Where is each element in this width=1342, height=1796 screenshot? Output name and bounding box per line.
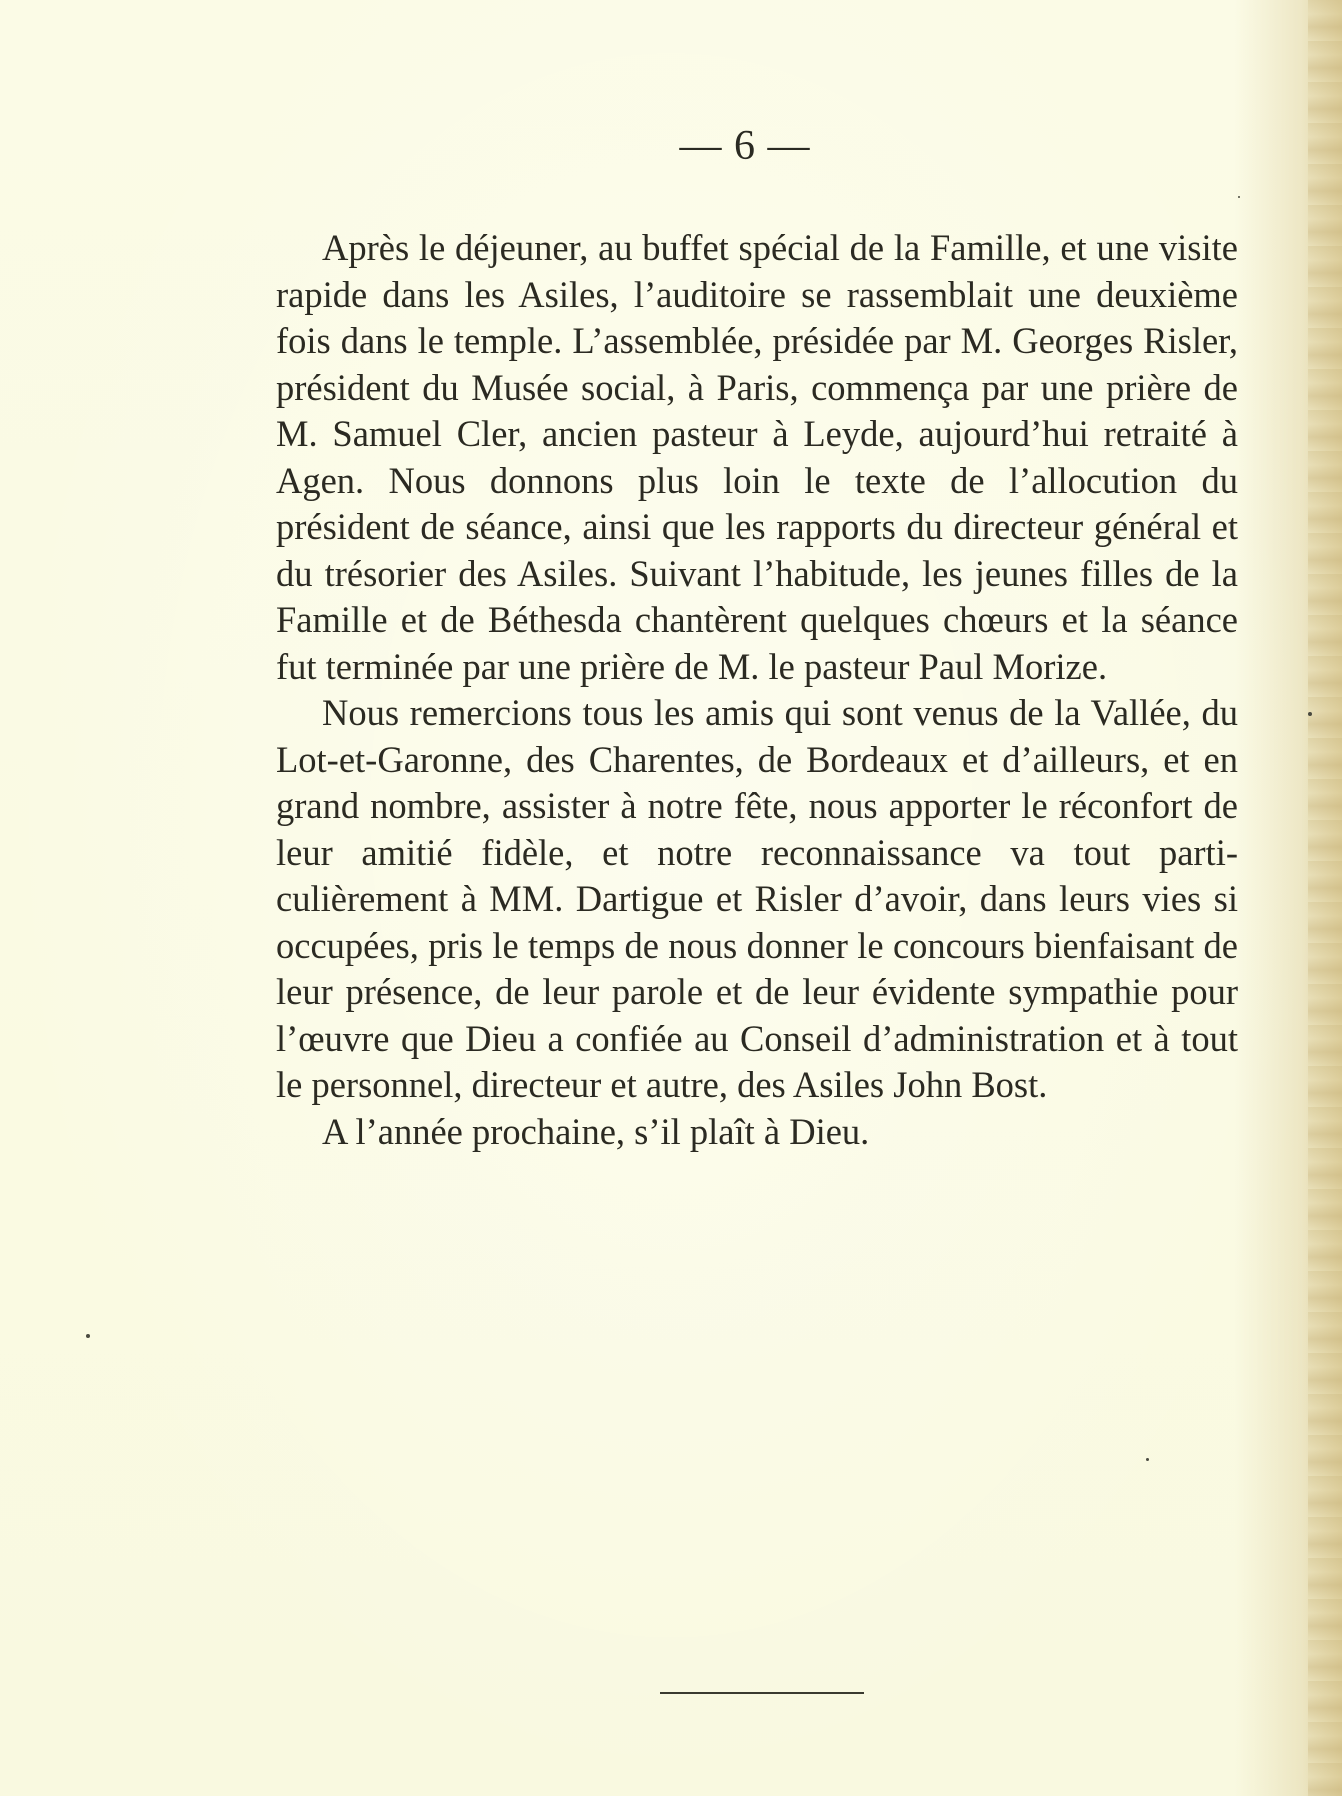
paper-speck — [1308, 712, 1312, 716]
paper-speck — [86, 1334, 90, 1338]
paragraph-closing: A l’année prochaine, s’il plaît à Dieu. — [322, 1110, 870, 1152]
paper-speck — [1238, 196, 1240, 198]
page-number: — 6 — — [679, 123, 811, 169]
paragraph-thanks: Nous remercions tous les amis qui sont venus de la Vallée, du Lot-et-Garonne, des Charentes, de Bordeaux et d’ailleurs, et en grand nombre, assister à notre fête, nous apporter le réconfort de leur amitié fidèle, et notre reconnaissance va tout particulièrement à MM. Dartigue et Risler d’avoir, dans leurs vies si occupées, pris le temps de nous donner le concours bienfaisant de leur présence, de leur parole et de leur évidente sympathie pour l’œuvre que Dieu a confiée au Conseil d’administration et à tout le personnel, directeur et autre, des Asiles John Bost. — [276, 692, 1238, 1105]
body-text — [276, 225, 1238, 1155]
paragraph-afternoon-assembly: Après le déjeuner, au buffet spécial de la Famille, et une visite rapide dans les Asiles, l’auditoire se rassemblait une deuxième fois dans le temple. L’assemblée, présidée par M. Georges Risler, président du Musée social, à Paris, commença par une prière de M. Samuel Cler, ancien pasteur à Leyde, aujourd’hui retraité à Agen. Nous donnons plus loin le texte de l’allocution du président de séance, ainsi que les rapports du directeur général et du trésorier des Asiles. Suivant l’habitude, les jeunes filles de la Famille et de Béthesda chantèrent quelques chœurs et la séance fut terminée par une prière de M. le pasteur Paul Morize. — [276, 227, 1238, 687]
paper-speck — [1146, 1458, 1149, 1461]
page-edge-stain — [1308, 0, 1342, 1796]
section-divider — [660, 1692, 864, 1694]
